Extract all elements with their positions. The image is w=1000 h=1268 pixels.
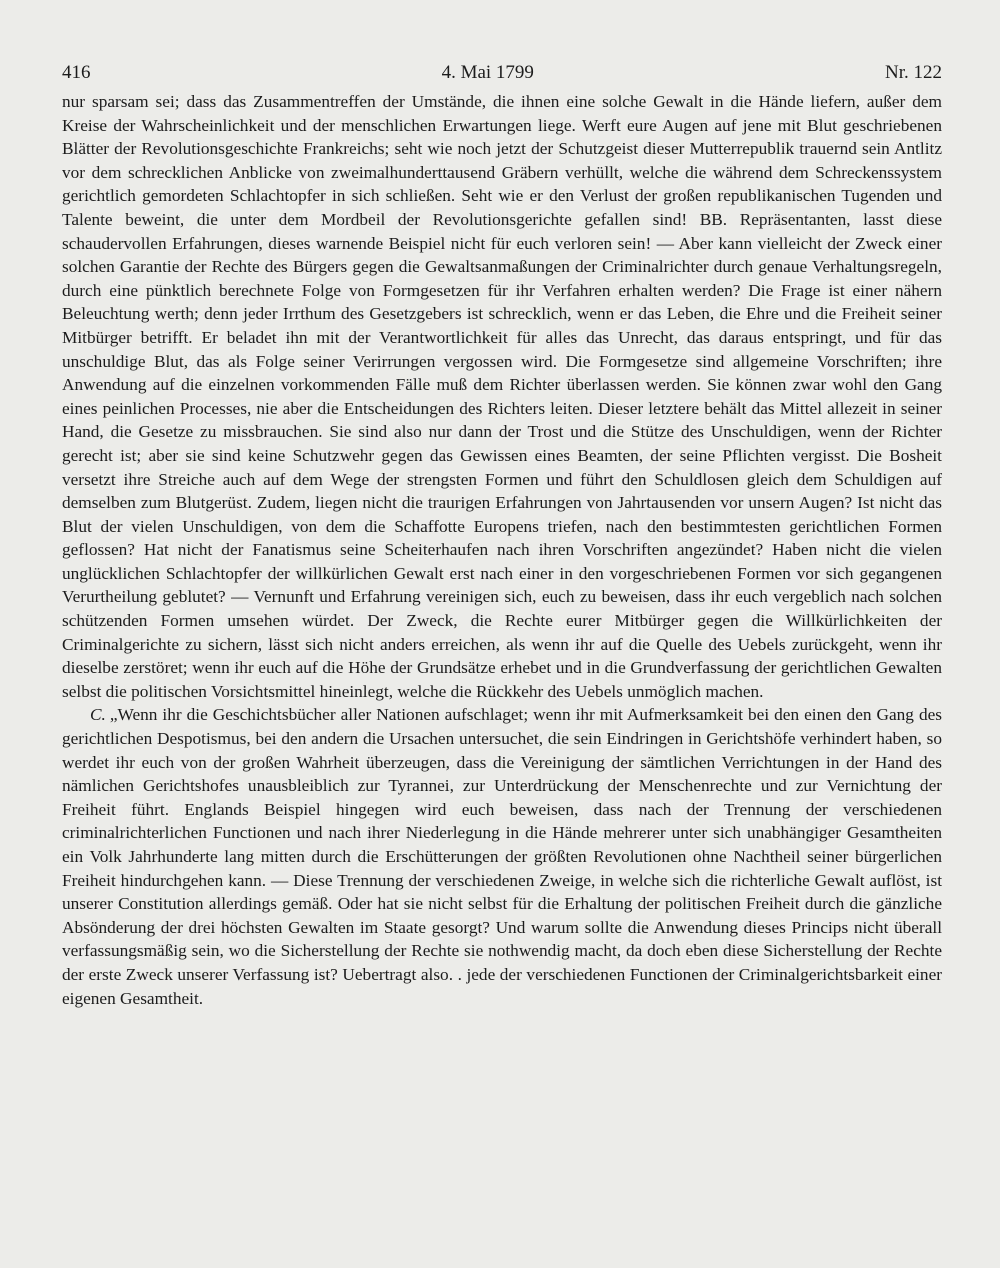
paragraph-text: „Wenn ihr die Geschichtsbücher aller Nationen aufschlaget; wenn ihr mit Aufmerksamkeit bei den einen den Gang des gerichtlichen Despotismus, bei den andern die Ursachen untersuchet, die sein Eindringen in Gerichtshöfe verhindert haben, so werdet ihr euch von der großen Wahrheit überzeugen, dass die Vereinigung der sämtlichen Verrichtungen in der Hand des nämlichen Gerichtshofes unausbleiblich zur Tyrannei, zur Unterdrückung der Menschenrechte und zur Vernichtung der Freiheit führt. Englands Beispiel hingegen wird euch beweisen, dass nach der Trennung der verschiedenen criminalrichterlichen Functionen und nach ihrer Niederlegung in die Hände mehrerer unter sich unabhängiger Gesamtheiten ein Volk Jahrhunderte lang mitten durch die Erschütterungen der größten Revolutionen ohne Nachtheil seiner bürgerlichen Freiheit hindurchgehen kann. — Diese Trennung der verschiedenen Zweige, in welche sich die richterliche Gewalt auflöst, ist unserer Constitution allerdings gemäß. Oder hat sie nicht selbst für die Erhaltung der politischen Freiheit durch die gänzliche Absönderung der drei höchsten Gewalten im Staate gesorgt? Und warum sollte die Anwendung dieses Princips nicht überall verfassungsmäßig sein, wo die Sicherstellung der Rechte sie nothwendig macht, da doch eben diese Sicherstellung der Rechte der erste Zweck unserer Verfassung ist? Uebertragt also. . jede der verschiedenen Functionen der Criminalgerichtsbarkeit einer eigenen Gesamtheit.	[62, 705, 942, 1008]
running-header	[62, 62, 942, 84]
section-label: C.	[90, 705, 106, 725]
paragraph-2	[62, 703, 942, 1010]
page-number: 416	[62, 62, 91, 83]
body-text	[62, 90, 942, 1010]
paragraph-text: nur sparsam sei; dass das Zusammentreffen der Umstände, die ihnen eine solche Gewalt in die Hände liefern, außer dem Kreise der Wahrscheinlichkeit und der menschlichen Erwartungen liege. Werft eure Augen auf jene mit Blut geschriebenen Blätter der Revolutionsgeschichte Frankreichs; seht wie noch jetzt der Schutzgeist dieser Mutterrepublik trauernd sein Antlitz vor dem schrecklichen Anblicke von zweimalhunderttausend Gräbern verhüllt, welche die während dem Schreckenssystem gerichtlich gemordeten Schlachtopfer in sich schließen. Seht wie er den Verlust der großen republikanischen Tugenden und Talente beweint, die unter dem Mordbeil der Revolutionsgerichte gefallen sind! BB. Repräsentanten, lasst diese schaudervollen Erfahrungen, dieses warnende Beispiel nicht für euch verloren sein! — Aber kann vielleicht der Zweck einer solchen Garantie der Rechte des Bürgers gegen die Gewaltsanmaßungen der Criminalrichter durch genaue Verhaltungsregeln, durch eine pünktlich berechnete Folge von Formgesetzen für ihr Verfahren erhalten werden? Die Frage ist einer nähern Beleuchtung werth; denn jeder Irrthum des Gesetzgebers ist schrecklich, wenn er das Leben, die Ehre und die Freiheit seiner Mitbürger betrifft. Er beladet ihn mit der Verantwortlichkeit für alles das Unrecht, das daraus entspringt, und für das unschuldige Blut, das als Folge seiner Verirrungen vergossen wird. Die Formgesetze sind allgemeine Vorschriften; ihre Anwendung auf die einzelnen vorkommenden Fälle muß dem Richter überlassen werden. Sie können zwar wohl den Gang eines peinlichen Processes, nie aber die Entscheidungen des Richters leiten. Dieser letztere behält das Mittel allezeit in seiner Hand, die Gesetze zu missbrauchen. Sie sind also nur dann der Trost und die Stütze des Unschuldigen, wenn der Richter gerecht ist; aber sie sind keine Schutzwehr gegen das Gewissen eines Beamten, der seine Pflichten vergisst. Die Bosheit versetzt ihre Streiche auch auf dem Wege der strengsten Formen und führt den Schuldlosen gleich dem Schuldigen auf demselben zum Blutgerüst. Zudem, liegen nicht die traurigen Erfahrungen von Jahrtausenden vor unsern Augen? Ist nicht das Blut der vielen Unschuldigen, von dem die Schaffotte Europens triefen, nach den bestimmtesten gerichtlichen Formen geflossen? Hat nicht der Fanatismus seine Scheiterhaufen nach ihren Vorschriften angezündet? Haben nicht die vielen unglücklichen Schlachtopfer der willkürlichen Gewalt erst nach einer in den vorgeschriebenen Formen vor sich gegangenen Verurtheilung geblutet? — Vernunft und Erfahrung vereinigen sich, euch zu beweisen, dass ihr euch vergeblich nach solchen schützenden Formen umsehen würdet. Der Zweck, die Rechte eurer Mitbürger gegen die Willkürlichkeiten der Criminalgerichte zu sichern, lässt sich nicht anders erreichen, als wenn ihr auf die Quelle des Uebels zurückgeht, wenn ihr dieselbe zerstöret; wenn ihr euch auf die Höhe der Grundsätze erhebet und in die Grundverfassung der gerichtlichen Gewalten selbst die politischen Vorsichtsmittel hineinlegt, welche die Rückkehr des Uebels unmöglich machen.	[62, 92, 942, 701]
paragraph-1	[62, 90, 942, 703]
issue-number: Nr. 122	[884, 62, 942, 83]
header-date: 4. Mai 1799	[441, 62, 534, 83]
